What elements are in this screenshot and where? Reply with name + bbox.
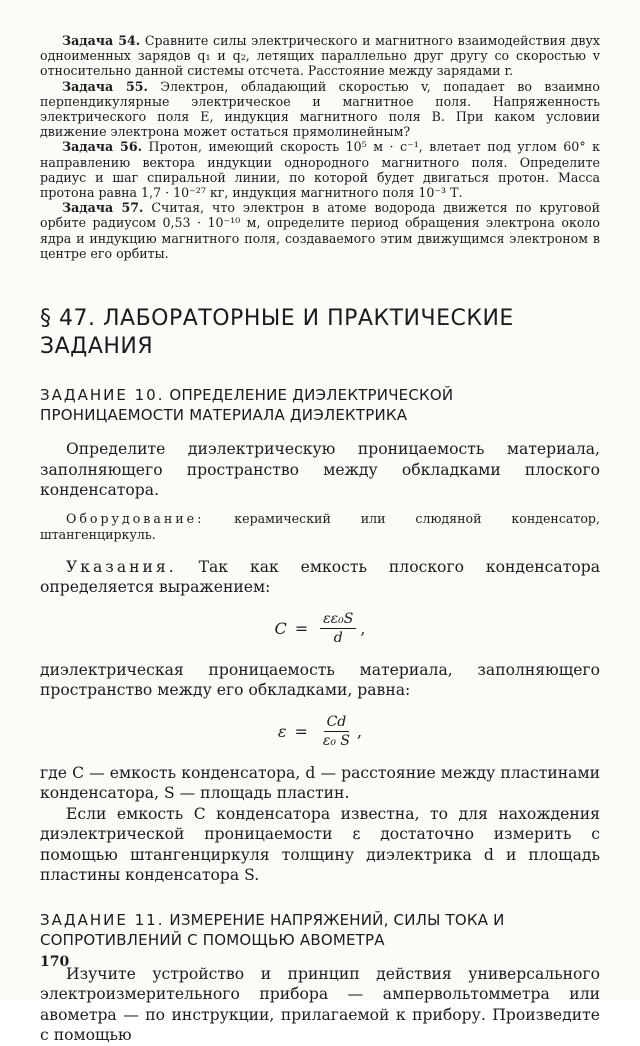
- instructions-label: Указания.: [66, 557, 177, 576]
- final-paragraph: Если емкость C конденсатора известна, то для нахождения диэлектрической проницаемости ε достаточно измерить с помощью штангенциркуля толщину диэлектрика d и площадь пластины конденсатора S.: [40, 804, 600, 885]
- formula-suffix: ,: [357, 722, 363, 742]
- problem-title: Задача 54.: [62, 33, 141, 48]
- task-number: ЗАДАНИЕ 10.: [40, 386, 165, 405]
- equipment-label: Оборудование:: [66, 510, 205, 526]
- task-title-text: ОПРЕДЕЛЕНИЕ ДИЭЛЕКТРИЧЕСКОЙ ПРОНИЦАЕМОСТИ МАТЕРИАЛА ДИЭЛЕКТРИКА: [40, 386, 454, 425]
- permittivity-formula: [40, 709, 600, 755]
- formula-lhs: C: [274, 619, 287, 639]
- formula-numerator: Cd: [324, 713, 350, 732]
- equipment-paragraph: [40, 511, 600, 543]
- middle-paragraph: диэлектрическая проницаемость материала, заполняющего пространство между его обкладками, равна:: [40, 660, 600, 700]
- formula-fraction: [320, 610, 356, 647]
- problem-text: Протон, имеющий скорость 10⁵ м · с⁻¹, влетает под углом 60° к направлению вектора индукции однородного магнитного поля. Определите радиус и шаг спиральной линии, по которой будет двигаться протон. Масса протона равна 1,7 · 10⁻²⁷ кг, индукция магнитного поля 10⁻³ Т.: [40, 139, 600, 201]
- task-10-intro: Определите диэлектрическую проницаемость материала, заполняющего пространство между обкладками плоского конденсатора.: [40, 440, 600, 500]
- problem-55: [40, 79, 600, 140]
- task-10-heading: [40, 385, 600, 425]
- problem-57: [40, 200, 600, 261]
- problem-56: [40, 139, 600, 200]
- formula-fraction: [320, 713, 353, 750]
- equipment-text: керамический или слюдяной конденсатор, штангенциркуль.: [40, 510, 600, 542]
- formula-denominator: ε₀ S: [322, 733, 351, 750]
- formula-equals: =: [294, 619, 309, 639]
- problem-54: [40, 33, 600, 79]
- section-heading: § 47. ЛАБОРАТОРНЫЕ И ПРАКТИЧЕСКИЕ ЗАДАНИЯ: [40, 306, 514, 360]
- problem-title: Задача 55.: [62, 78, 148, 94]
- page-number: 170: [40, 954, 70, 970]
- task-11-heading: [40, 910, 600, 950]
- where-paragraph: где C — емкость конденсатора, d — расстояние между пластинами конденсатора, S — площадь пластин.: [40, 763, 600, 803]
- task-title-text: ИЗМЕРЕНИЕ НАПРЯЖЕНИЙ, СИЛЫ ТОКА И СОПРОТИВЛЕНИЙ С ПОМОЩЬЮ АВОМЕТРА: [40, 910, 505, 949]
- formula-numerator: εε₀S: [320, 610, 356, 629]
- formula-suffix: ,: [360, 619, 366, 639]
- problem-text: Считая, что электрон в атоме водорода движется по круговой орбите радиусом 0,53 · 10⁻¹⁰ м, определите период обращения электрона около ядра и индукцию магнитного поля, создаваемого этим движущимся электроном в центре его орбиты.: [40, 200, 600, 261]
- instructions-paragraph: [40, 557, 600, 598]
- problem-title: Задача 56.: [62, 139, 142, 155]
- instructions-text: Так как емкость плоского конденсатора определяется выражением:: [40, 557, 600, 597]
- problem-title: Задача 57.: [62, 200, 144, 216]
- problem-text: Сравните силы электрического и магнитного взаимодействия двух одноименных зарядов q₁ и q₂, летящих параллельно друг другу со скоростью v относительно данной системы отсчета. Расстояние между зарядами r.: [40, 33, 600, 79]
- formula-lhs: ε: [277, 722, 287, 742]
- problem-text: Электрон, обладающий скоростью v, попадает во взаимно перпендикулярные электрическое и магнитное поля. Напряженность электрического поля E, индукция магнитного поля B. При каком условии движение электрона может остаться прямолинейным?: [40, 78, 600, 140]
- capacitance-formula: [40, 606, 600, 652]
- formula-denominator: d: [333, 630, 343, 647]
- task-11-intro: Изучите устройство и принцип действия универсального электроизмерительного прибора — ампервольтомметра или авометра — по инструкции, прилагаемой к прибору. Произведите с помощью: [40, 964, 600, 1045]
- formula-equals: =: [294, 722, 308, 742]
- task-number: ЗАДАНИЕ 11.: [40, 910, 165, 929]
- problems-block: [40, 33, 600, 261]
